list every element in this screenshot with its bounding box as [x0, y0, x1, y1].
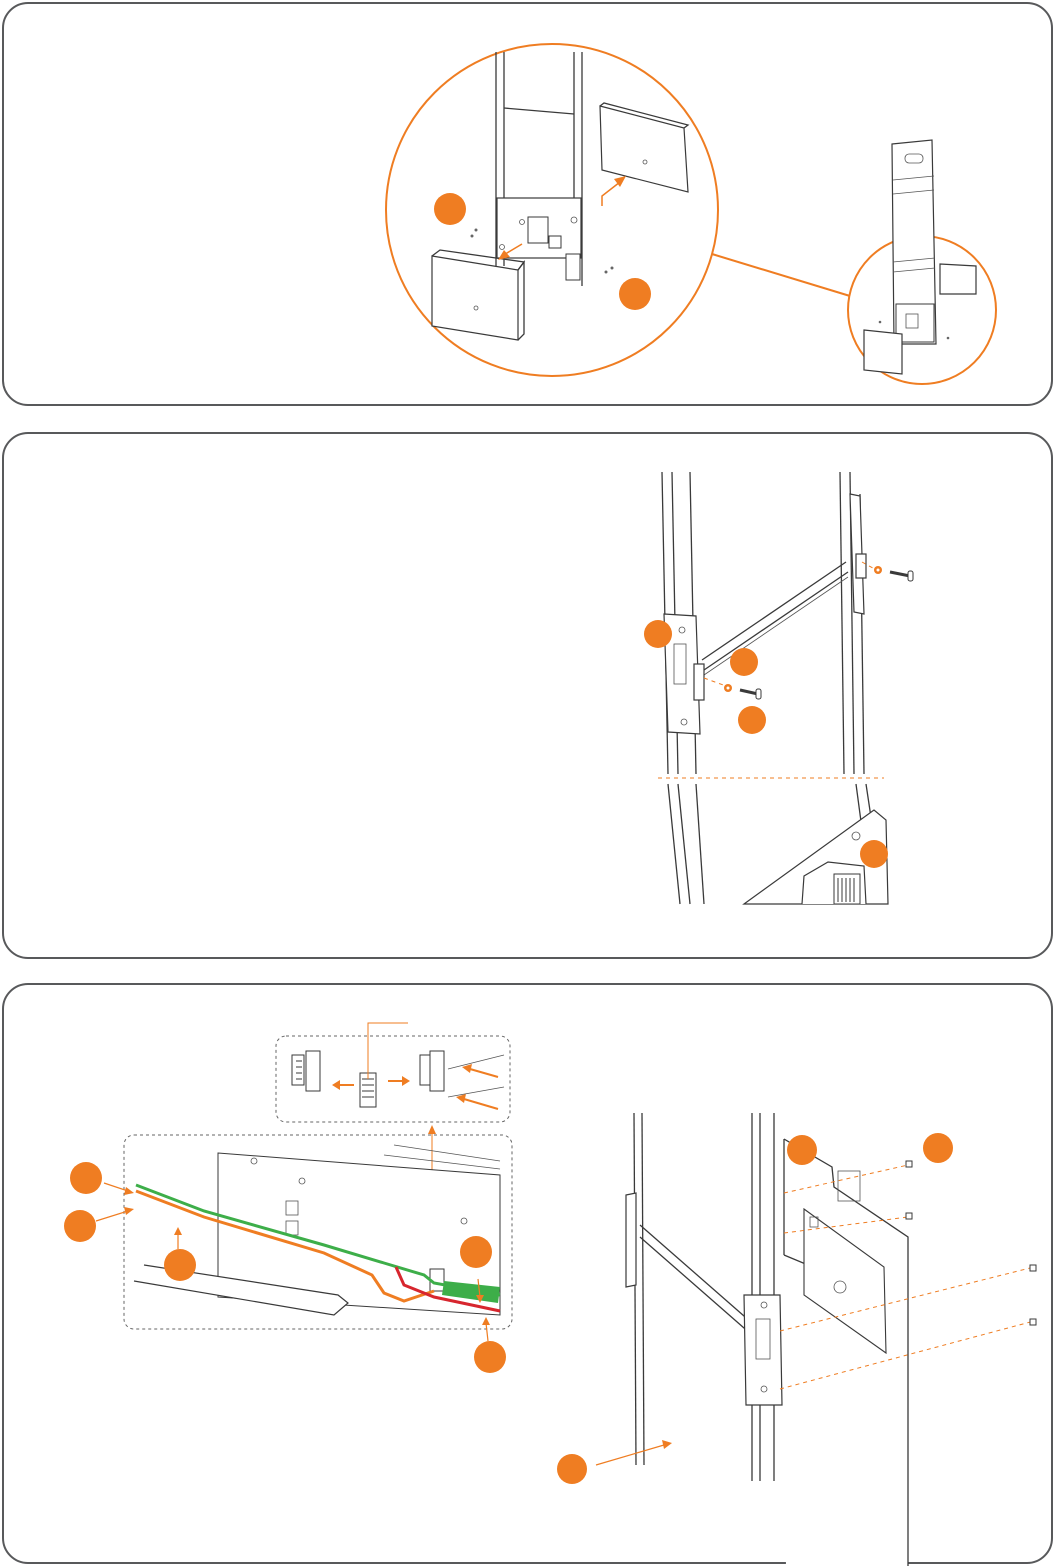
callout-badge	[619, 278, 651, 310]
callout-badge	[738, 706, 766, 734]
callout-badge	[557, 1454, 587, 1484]
bolt-right	[862, 562, 913, 581]
base-pointer-arrow	[596, 1445, 664, 1465]
board-plate	[782, 1135, 910, 1566]
right-bracket	[850, 494, 866, 614]
step-panel-1	[2, 2, 1053, 406]
cover-arrow	[602, 182, 620, 206]
callout-badge	[164, 1249, 196, 1281]
bolt-left	[704, 678, 761, 699]
step-panel-2	[2, 432, 1053, 959]
leader-line	[368, 1023, 408, 1079]
callout-badge	[460, 1236, 492, 1268]
rear-cover-plate	[600, 103, 688, 192]
callout-badge	[474, 1341, 506, 1373]
pole-assembly	[626, 1113, 782, 1481]
front-cover-plate	[432, 250, 524, 340]
pole-overview	[864, 140, 976, 374]
panel-3-illustration	[4, 985, 1055, 1566]
panel-1-illustration	[4, 4, 1055, 408]
callout-badge	[730, 648, 758, 676]
connector-detail	[292, 1051, 504, 1107]
callout-badge	[787, 1135, 817, 1165]
zoom-connector-line	[712, 254, 850, 296]
callout-badge	[70, 1162, 102, 1194]
callout-badge	[923, 1133, 953, 1163]
callout-badge	[434, 193, 466, 225]
cross-brace	[702, 562, 848, 675]
step-panel-3	[2, 983, 1053, 1564]
pole-detail	[496, 52, 582, 286]
panel-2-illustration	[4, 434, 1055, 961]
callout-badge	[644, 620, 672, 648]
callout-badge	[64, 1210, 96, 1242]
direction-arrows	[332, 1064, 498, 1109]
callout-badge	[860, 840, 888, 868]
